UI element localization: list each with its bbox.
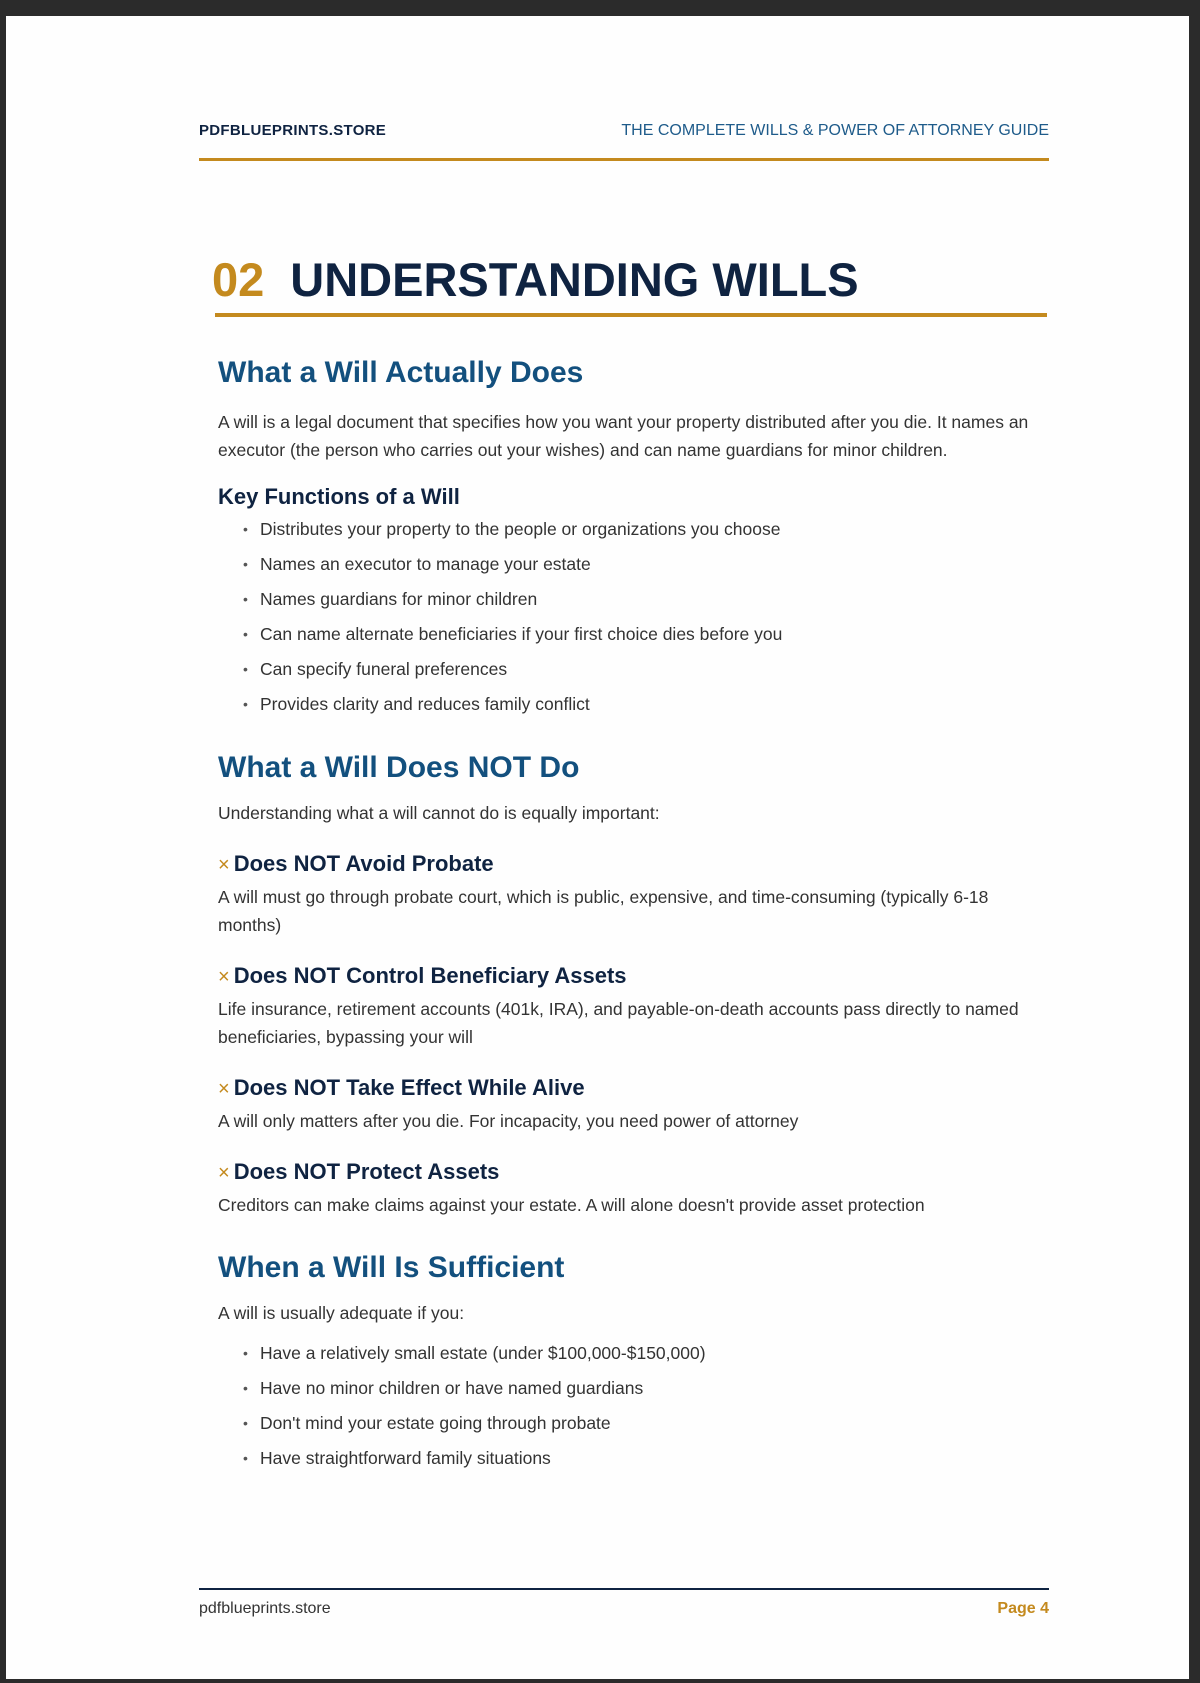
section-heading-will-does-not: What a Will Does NOT Do — [218, 751, 580, 784]
chapter-heading — [212, 252, 1052, 307]
cross-icon: × — [218, 1162, 230, 1184]
section-intro: A will is usually adequate if you: — [218, 1303, 465, 1323]
bullet-icon: • — [243, 521, 248, 537]
bullet-icon: • — [243, 556, 248, 572]
subheading-key-functions: Key Functions of a Will — [218, 484, 460, 509]
limitation-title: × Does NOT Avoid Probate — [218, 851, 494, 876]
section-heading-what-will-does: What a Will Actually Does — [218, 356, 584, 389]
bullet-icon: • — [243, 696, 248, 712]
window-frame — [0, 0, 1200, 8]
footer-url: pdfblueprints.store — [199, 1600, 331, 1617]
brand-name: PDFBLUEPRINTS.STORE — [199, 122, 387, 139]
chapter-divider — [215, 313, 1047, 317]
bullet-icon: • — [243, 1415, 248, 1431]
list-item: • Can name alternate beneficiaries if your first choice dies before you — [243, 624, 783, 644]
list-item: • Have a relatively small estate (under $100,000-$150,000) — [243, 1343, 706, 1363]
list-item: • Have straightforward family situations — [243, 1448, 551, 1468]
list-item: • Names an executor to manage your estate — [243, 554, 591, 574]
bullet-icon: • — [243, 1345, 248, 1361]
limitation-title: × Does NOT Control Beneficiary Assets — [218, 963, 627, 988]
list-item: • Provides clarity and reduces family conflict — [243, 694, 590, 714]
bullet-icon: • — [243, 1380, 248, 1396]
list-item: • Names guardians for minor children — [243, 589, 538, 609]
chapter-title: UNDERSTANDING WILLS — [290, 253, 859, 306]
limitation-title: × Does NOT Take Effect While Alive — [218, 1075, 585, 1100]
list-item: • Don't mind your estate going through probate — [243, 1413, 611, 1433]
limitation-text: A will only matters after you die. For incapacity, you need power of attorney — [218, 1111, 799, 1131]
key-functions-list — [218, 519, 1048, 715]
page-content — [218, 356, 1048, 1483]
limitation-text: A will must go through probate court, which is public, expensive, and time-consuming (typically 6-18 months) — [218, 887, 989, 935]
page-header — [199, 108, 1049, 161]
bullet-icon: • — [243, 1450, 248, 1466]
section-heading-will-sufficient: When a Will Is Sufficient — [218, 1251, 565, 1284]
cross-icon: × — [218, 1078, 230, 1100]
list-item: • Can specify funeral preferences — [243, 659, 508, 679]
page-footer — [199, 1588, 1049, 1617]
limitation-text: Creditors can make claims against your estate. A will alone doesn't provide asset protection — [218, 1195, 925, 1215]
sufficient-list — [218, 1343, 1048, 1469]
document-page — [6, 16, 1189, 1679]
section-intro: Understanding what a will cannot do is equally important: — [218, 803, 660, 823]
bullet-icon: • — [243, 661, 248, 677]
cross-icon: × — [218, 966, 230, 988]
list-item: • Have no minor children or have named guardians — [243, 1378, 644, 1398]
section-intro: A will is a legal document that specifies how you want your property distributed after you die. It names an executor (the person who carries out your wishes) and can name guardians for minor children. — [218, 412, 1029, 460]
list-item: • Distributes your property to the people or organizations you choose — [243, 519, 781, 539]
limitation-text: Life insurance, retirement accounts (401k, IRA), and payable-on-death accounts pass directly to named beneficiaries, bypassing your will — [218, 999, 1019, 1047]
chapter-number: 02 — [212, 253, 265, 306]
limitation-title: × Does NOT Protect Assets — [218, 1159, 500, 1184]
cross-icon: × — [218, 854, 230, 876]
bullet-icon: • — [243, 626, 248, 642]
bullet-icon: • — [243, 591, 248, 607]
page-number: Page 4 — [997, 1600, 1049, 1617]
guide-title: THE COMPLETE WILLS & POWER OF ATTORNEY GUIDE — [621, 122, 1049, 139]
